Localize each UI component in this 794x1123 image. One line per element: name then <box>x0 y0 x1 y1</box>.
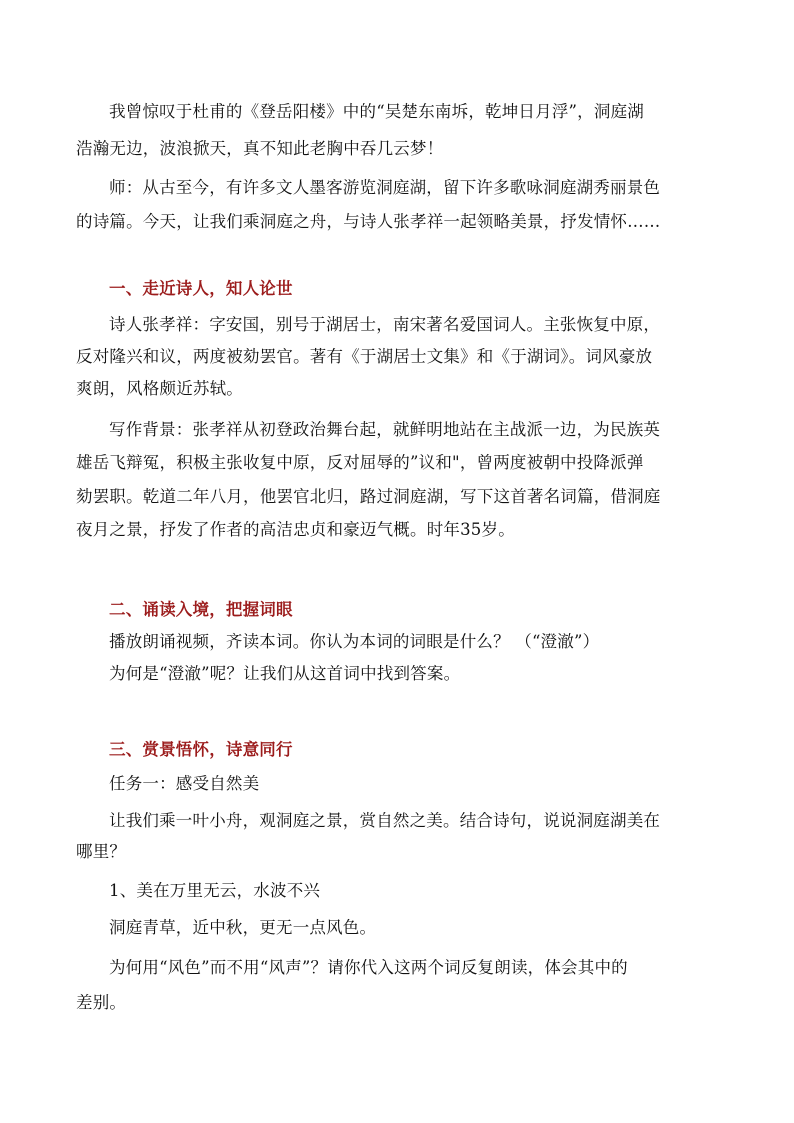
section-2-line-2: 为何是“澄澈”呢？让我们从这首词中找到答案。 <box>109 664 461 683</box>
intro-paragraph-1-line-2: 浩瀚无边，波浪掀天，真不知此老胸中吞几云梦！ <box>76 139 444 158</box>
task-1-title: 任务一：感受自然美 <box>109 774 260 793</box>
question-line-2: 差别。 <box>76 993 127 1012</box>
task-1-prompt-line-1: 让我们乘一叶小舟，观洞庭之景，赏自然之美。结合诗句，说说洞庭湖美在 <box>109 811 661 830</box>
background-line-4: 夜月之景，抒发了作者的高洁忠贞和豪迈气概。时年35岁。 <box>76 520 515 539</box>
poem-quote: 洞庭青草，近中秋，更无一点风色。 <box>109 918 377 937</box>
section-3-heading: 三、赏景悟怀，诗意同行 <box>109 740 293 759</box>
section-2-line-1: 播放朗诵视频，齐读本词。你认为本词的词眼是什么？ （“澄澈”） <box>109 632 600 651</box>
list-item-1: 1、美在万里无云，水波不兴 <box>109 881 321 900</box>
poet-intro-line-3: 爽朗，风格颇近苏轼。 <box>76 379 243 398</box>
background-line-2: 雄岳飞辩冤，积极主张收复中原，反对屈辱的”议和"，曾两度被朝中投降派弹 <box>76 453 644 472</box>
task-1-prompt-line-2: 哪里？ <box>76 842 127 861</box>
poet-intro-line-2: 反对隆兴和议，两度被劾罢官。著有《于湖居士文集》和《于湖词》。词风豪放 <box>76 347 653 366</box>
background-line-1: 写作背景：张孝祥从初登政治舞台起，就鲜明地站在主战派一边，为民族英 <box>109 420 661 439</box>
intro-paragraph-2-line-1: 师：从古至今，有许多文人墨客游览洞庭湖，留下许多歌咏洞庭湖秀丽景色 <box>109 178 661 197</box>
section-2-heading: 二、诵读入境，把握词眼 <box>109 600 293 619</box>
intro-paragraph-1-line-1: 我曾惊叹于杜甫的《登岳阳楼》中的“吴楚东南坼，乾坤日月浮”，洞庭湖 <box>109 102 644 121</box>
section-1-heading: 一、走近诗人，知人论世 <box>109 279 293 298</box>
question-line-1: 为何用“风色”而不用“风声”？请你代入这两个词反复朗读，体会其中的 <box>109 958 628 977</box>
intro-paragraph-2-line-2: 的诗篇。今天，让我们乘洞庭之舟，与诗人张孝祥一起领略美景，抒发情怀…… <box>76 212 661 231</box>
poet-intro-line-1: 诗人张孝祥：字安国，别号于湖居士，南宋著名爱国词人。主张恢复中原， <box>109 315 661 334</box>
background-line-3: 劾罢职。乾道二年八月，他罢官北归，路过洞庭湖，写下这首著名词篇，借洞庭 <box>76 487 661 506</box>
